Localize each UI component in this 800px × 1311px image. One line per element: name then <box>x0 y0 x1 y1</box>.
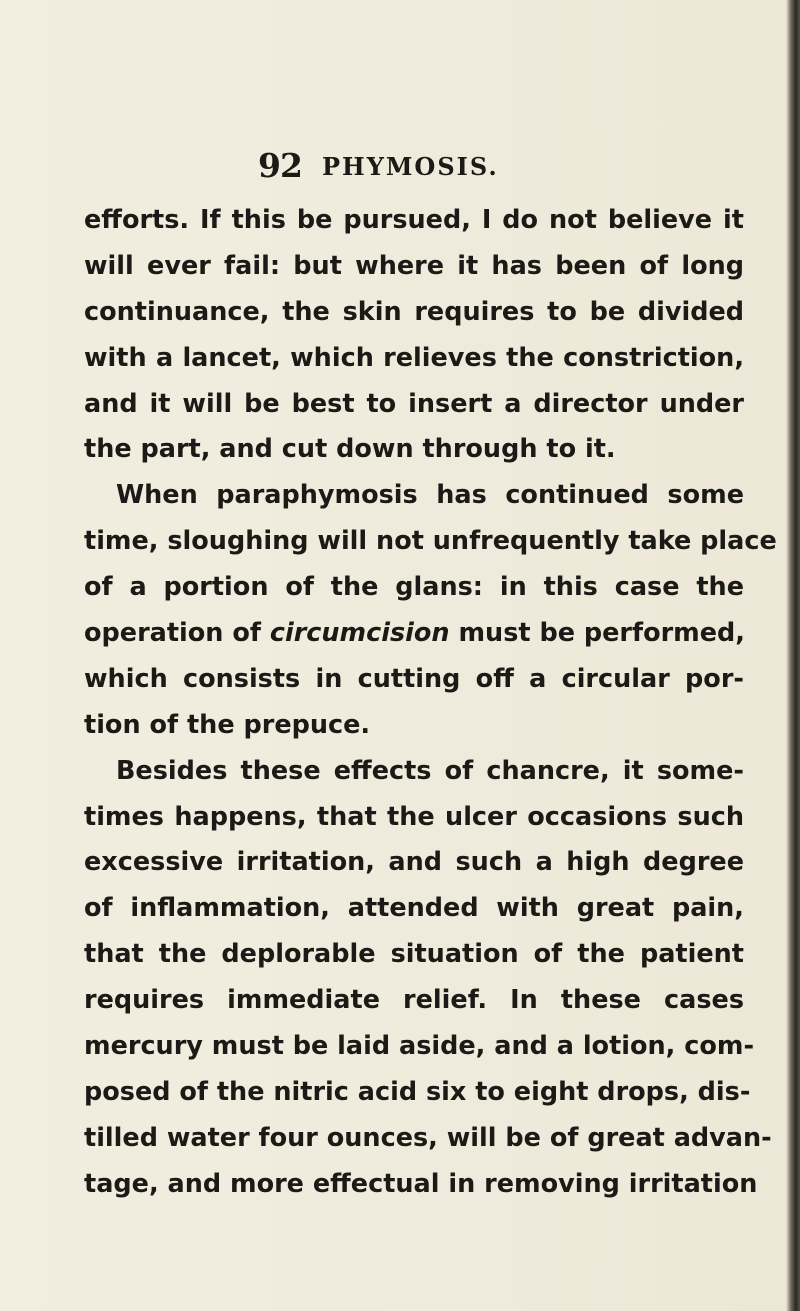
page-binding-edge <box>786 0 800 1311</box>
text-line: will ever fail: but where it has been of long <box>84 250 744 281</box>
text-line: tilled water four ounces, will be of great advan- <box>84 1122 772 1153</box>
running-head <box>0 140 800 190</box>
text-line: posed of the nitric acid six to eight drops, dis- <box>84 1076 751 1107</box>
text-line: mercury must be laid aside, and a lotion, com- <box>84 1031 755 1062</box>
italic-term: circumcision <box>269 618 450 649</box>
text-line: tage, and more effectual in removing irritation <box>84 1168 758 1199</box>
text-line: tion of the prepuce. <box>84 709 371 740</box>
running-head-title: PHYMOSIS. <box>322 152 499 181</box>
text-fragment: must be performed, <box>458 618 745 649</box>
text-line: continuance, the skin requires to be divided <box>84 296 744 327</box>
text-line: requires immediate relief. In these cases <box>84 985 744 1016</box>
text-fragment: operation of <box>84 618 261 649</box>
text-line: of a portion of the glans: in this case the <box>84 572 744 603</box>
text-line: efforts. If this be pursued, I do not believe it <box>84 205 744 235</box>
text-line-with-italic <box>84 611 744 657</box>
text-line: times happens, that the ulcer occasions such <box>84 801 744 832</box>
text-line: time, sloughing will not unfrequently take place <box>84 526 777 557</box>
text-line: When paraphymosis has continued some <box>116 480 744 511</box>
text-line: that the deplorable situation of the patient <box>84 939 744 970</box>
page-number: 92 <box>258 146 302 185</box>
text-line: of inflammation, attended with great pain, <box>84 893 744 924</box>
text-line: with a lancet, which relieves the constriction, <box>84 342 744 373</box>
text-line: Besides these effects of chancre, it some- <box>116 755 744 786</box>
text-line: excessive irritation, and such a high degree <box>84 847 744 878</box>
text-line: which consists in cutting off a circular por- <box>84 663 744 694</box>
text-line: the part, and cut down through to it. <box>84 434 616 465</box>
text-line: and it will be best to insert a director under <box>84 388 744 419</box>
body-text <box>84 198 777 1208</box>
